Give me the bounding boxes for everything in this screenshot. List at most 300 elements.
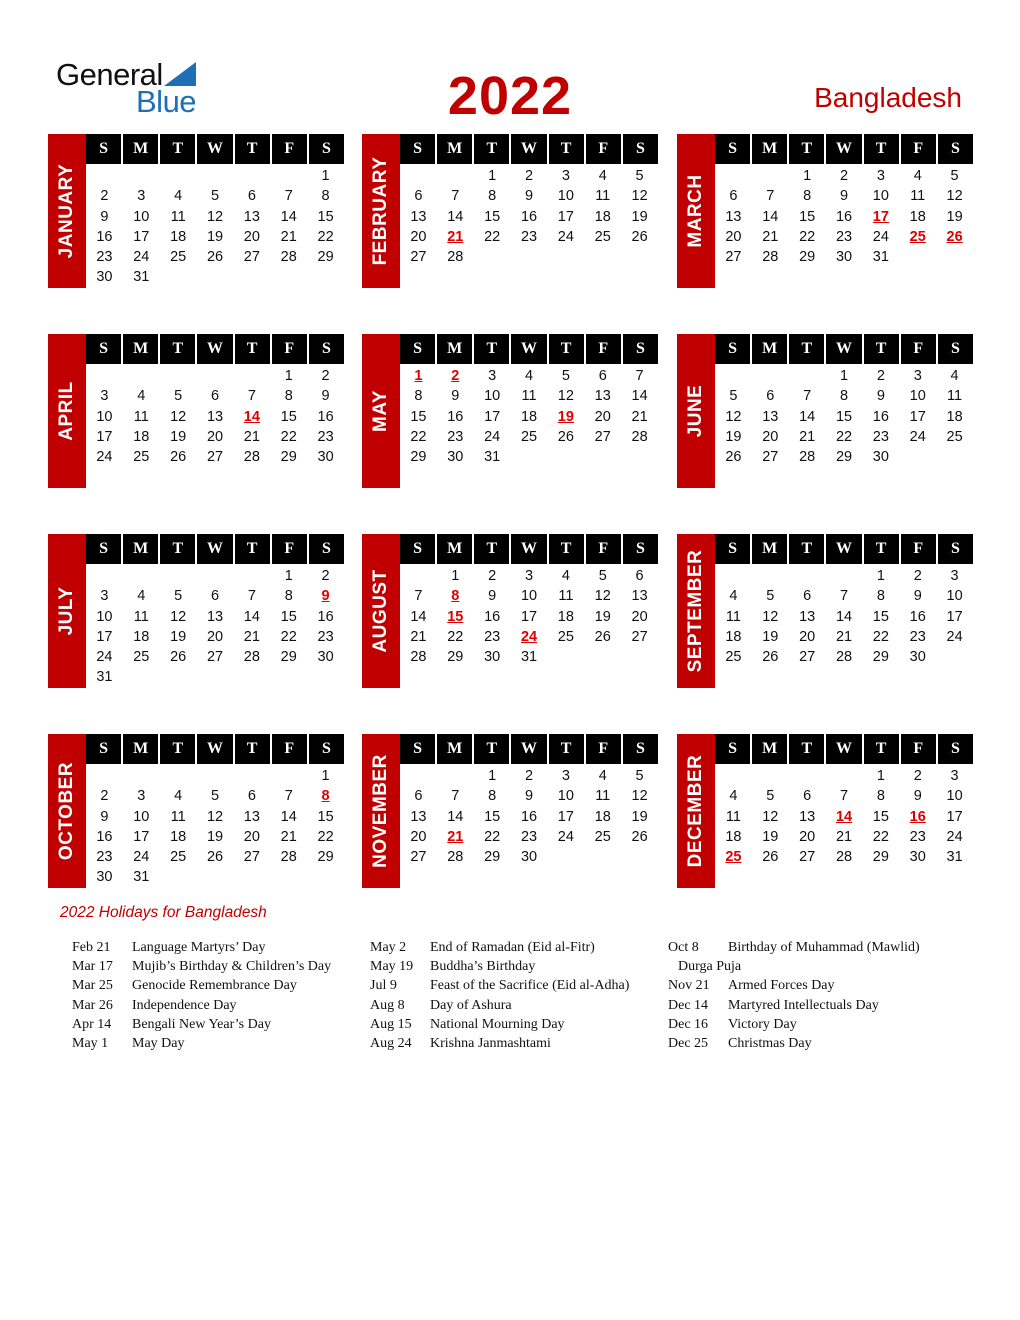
empty-day-cell [123, 366, 160, 386]
empty-day-cell [826, 766, 863, 786]
week-row [715, 186, 973, 206]
weekday-label: S [307, 134, 344, 164]
holiday-date: May 1 [72, 1035, 109, 1051]
week-row [86, 247, 344, 267]
day-cell: 17 [946, 808, 963, 825]
day-cell: 24 [557, 228, 574, 245]
day-cell: 19 [206, 828, 224, 845]
day-cell: 28 [447, 249, 464, 266]
day-cell: 9 [876, 388, 885, 405]
day-cell: 31 [96, 669, 113, 686]
day-cell: 28 [799, 449, 816, 466]
empty-day-cell [621, 247, 658, 267]
weekday-label: T [158, 134, 195, 164]
empty-day-cell [584, 847, 621, 867]
day-cell: 4 [598, 768, 607, 784]
day-cell: 23 [872, 428, 889, 445]
day-cell: 19 [631, 208, 648, 225]
month-july [48, 534, 344, 688]
weekday-header [715, 534, 973, 564]
empty-day-cell [233, 166, 270, 186]
day-cell: 4 [729, 588, 738, 605]
day-cell: 29 [835, 449, 853, 466]
month-december [677, 734, 973, 888]
day-cell: 13 [206, 608, 224, 625]
holiday-date: Oct 8 [668, 940, 699, 955]
day-cell: 2 [488, 568, 497, 584]
month-band [48, 334, 86, 488]
week-row [715, 447, 973, 467]
day-cell: 14 [280, 208, 297, 225]
day-cell: 18 [520, 408, 538, 425]
logo-triangle-icon [164, 62, 196, 86]
weekday-label: F [270, 534, 307, 564]
weekday-label: W [509, 334, 546, 364]
day-cell: 30 [317, 649, 334, 666]
day-cell: 16 [835, 208, 853, 225]
day-cell: 1 [876, 768, 885, 784]
day-cell: 26 [557, 428, 574, 445]
week-row [715, 766, 973, 786]
week-row [400, 566, 658, 586]
week-row [86, 427, 344, 447]
day-cell: 1 [284, 568, 293, 584]
holiday-item [72, 1034, 331, 1053]
day-cell: 12 [170, 608, 187, 625]
week-row [400, 766, 658, 786]
day-cell: 1 [839, 368, 849, 384]
day-cell: 21 [243, 428, 260, 445]
holiday-day-cell: 8 [321, 788, 330, 805]
weekday-label: M [121, 534, 158, 564]
month-day-grid [86, 734, 344, 888]
day-cell: 2 [913, 568, 922, 584]
day-cell: 25 [594, 828, 611, 845]
day-cell: 19 [725, 428, 742, 445]
holiday-date: Dec 16 [668, 1016, 709, 1032]
day-cell: 2 [839, 168, 849, 184]
month-band [362, 134, 400, 288]
empty-day-cell [621, 847, 658, 867]
weekday-label: T [233, 134, 270, 164]
week-row [86, 407, 344, 427]
day-cell: 18 [170, 828, 187, 845]
day-cell: 29 [872, 849, 889, 866]
week-row [400, 586, 658, 606]
weekday-label: S [99, 540, 109, 557]
holiday-date: Dec 25 [668, 1035, 709, 1051]
day-cell: 5 [635, 168, 644, 184]
day-cell: 16 [484, 608, 501, 625]
day-cell: 26 [725, 449, 742, 466]
day-cell: 19 [762, 828, 779, 845]
holiday-day-cell: 25 [725, 849, 742, 866]
day-cell: 2 [876, 368, 885, 384]
empty-day-cell [474, 247, 511, 267]
day-cell: 9 [321, 388, 330, 405]
day-cell: 29 [484, 849, 501, 866]
holiday-day-cell: 15 [447, 608, 464, 625]
day-cell: 9 [839, 188, 849, 205]
empty-day-cell [197, 166, 234, 186]
day-cell: 13 [799, 608, 816, 625]
holiday-name: Genocide Remembrance Day [132, 978, 297, 994]
day-cell: 20 [799, 628, 816, 645]
empty-day-cell [789, 366, 826, 386]
day-cell: 8 [414, 388, 423, 405]
month-day-grid [400, 534, 658, 667]
holiday-name: Armed Forces Day [728, 978, 835, 994]
weekday-label: T [158, 734, 195, 764]
holiday-date: Aug 24 [370, 1035, 412, 1051]
day-cell: 27 [243, 849, 260, 866]
week-row [715, 407, 973, 427]
day-cell: 16 [520, 808, 538, 825]
day-cell: 6 [414, 788, 423, 805]
weekday-label: T [233, 734, 270, 764]
month-label: NOVEMBER [370, 754, 391, 868]
holiday-date: May 19 [370, 959, 414, 975]
month-band [362, 334, 400, 488]
day-cell: 26 [170, 649, 187, 666]
empty-day-cell [160, 166, 197, 186]
day-cell: 6 [803, 788, 812, 805]
month-april [48, 334, 344, 488]
holiday-day-cell: 1 [414, 368, 423, 384]
weekday-label: S [936, 134, 973, 164]
empty-day-cell [233, 366, 270, 386]
day-cell: 25 [170, 849, 187, 866]
day-cell: 19 [631, 808, 648, 825]
day-cell: 10 [946, 588, 963, 605]
month-day-grid [715, 134, 973, 267]
day-cell: 16 [520, 208, 538, 225]
week-row [715, 786, 973, 806]
day-cell: 15 [317, 808, 334, 825]
holiday-date: Aug 8 [370, 997, 405, 1013]
day-cell: 7 [414, 588, 423, 605]
holiday-name: Feast of the Sacrifice (Eid al-Adha) [430, 978, 630, 994]
day-cell: 24 [133, 249, 150, 266]
weekday-label: F [899, 734, 936, 764]
day-cell: 11 [910, 188, 926, 205]
month-label: JANUARY [56, 163, 77, 259]
month-band [362, 534, 400, 688]
week-row [400, 366, 658, 386]
week-row [400, 607, 658, 627]
day-cell: 21 [243, 628, 260, 645]
empty-day-cell [715, 566, 752, 586]
day-cell: 6 [766, 388, 775, 405]
day-cell: 30 [835, 249, 853, 266]
empty-day-cell [160, 867, 197, 887]
day-cell: 13 [799, 808, 816, 825]
week-row [400, 847, 658, 867]
day-cell: 15 [872, 808, 889, 825]
month-band [677, 334, 715, 488]
weekday-label: T [862, 334, 899, 364]
empty-day-cell [270, 867, 307, 887]
day-cell: 28 [410, 649, 427, 666]
weekday-header [715, 734, 973, 764]
holiday-column [72, 938, 331, 1053]
week-row [86, 386, 344, 406]
day-cell: 15 [484, 808, 501, 825]
weekday-label: T [862, 734, 899, 764]
month-label: APRIL [56, 381, 77, 441]
day-cell: 29 [872, 649, 889, 666]
weekday-label: S [621, 534, 658, 564]
holiday-day-cell: 21 [447, 228, 464, 245]
day-cell: 31 [872, 249, 889, 266]
day-cell: 10 [96, 408, 113, 425]
holiday-item [72, 996, 331, 1015]
day-cell: 7 [284, 788, 293, 805]
weekday-label: T [472, 134, 509, 164]
day-cell: 23 [317, 428, 334, 445]
day-cell: 5 [635, 768, 644, 784]
day-cell: 7 [803, 388, 812, 405]
weekday-label: S [728, 740, 738, 757]
empty-day-cell [400, 766, 437, 786]
day-cell: 29 [317, 849, 334, 866]
holiday-name: Independence Day [132, 997, 237, 1013]
holiday-item [370, 1015, 629, 1034]
day-cell: 5 [210, 188, 220, 205]
empty-day-cell [123, 566, 160, 586]
month-label: DECEMBER [685, 754, 706, 868]
day-cell: 30 [520, 849, 538, 866]
day-cell: 10 [133, 208, 150, 225]
week-row [715, 427, 973, 447]
day-cell: 17 [520, 608, 538, 625]
weekday-label: T [233, 534, 270, 564]
day-cell: 2 [321, 368, 330, 384]
week-row [400, 627, 658, 647]
weekday-label: S [936, 334, 973, 364]
day-cell: 27 [206, 449, 224, 466]
weekday-label: S [413, 140, 423, 157]
empty-day-cell [752, 366, 789, 386]
weekday-label: T [547, 734, 584, 764]
day-cell: 17 [133, 828, 150, 845]
day-cell: 28 [243, 449, 260, 466]
day-cell: 24 [909, 428, 926, 445]
empty-day-cell [233, 766, 270, 786]
day-cell: 28 [835, 649, 853, 666]
month-day-grid [715, 534, 973, 667]
weekday-label: S [728, 540, 738, 557]
empty-day-cell [197, 366, 234, 386]
day-cell: 23 [520, 828, 538, 845]
day-cell: 31 [484, 449, 501, 466]
week-row [86, 807, 344, 827]
day-cell: 8 [488, 788, 497, 805]
day-cell: 3 [876, 168, 885, 184]
empty-day-cell [584, 647, 621, 667]
weekday-label: S [99, 340, 109, 357]
day-cell: 3 [137, 788, 146, 805]
day-cell: 3 [100, 388, 109, 405]
weekday-label: M [750, 334, 787, 364]
empty-day-cell [160, 566, 197, 586]
day-cell: 20 [762, 428, 779, 445]
day-cell: 13 [594, 388, 611, 405]
week-row [715, 366, 973, 386]
day-cell: 11 [133, 408, 149, 425]
day-cell: 3 [561, 168, 570, 184]
day-cell: 28 [762, 249, 779, 266]
week-row [715, 647, 973, 667]
week-row [86, 667, 344, 687]
day-cell: 5 [950, 168, 959, 184]
week-row [400, 807, 658, 827]
week-row [86, 166, 344, 186]
week-row [715, 627, 973, 647]
month-november [362, 734, 658, 888]
empty-day-cell [584, 247, 621, 267]
day-cell: 27 [631, 628, 648, 645]
day-cell: 7 [635, 368, 644, 384]
day-cell: 15 [872, 608, 889, 625]
empty-day-cell [197, 867, 234, 887]
empty-day-cell [752, 166, 789, 186]
empty-day-cell [123, 766, 160, 786]
weekday-label: S [621, 334, 658, 364]
weekday-label: F [270, 134, 307, 164]
day-cell: 4 [137, 588, 146, 605]
day-cell: 16 [96, 828, 113, 845]
day-cell: 12 [206, 208, 224, 225]
week-row [86, 227, 344, 247]
holiday-column [370, 938, 629, 1053]
holiday-date: Mar 17 [72, 959, 113, 975]
day-cell: 24 [946, 828, 963, 845]
week-row [86, 627, 344, 647]
month-band [362, 734, 400, 888]
day-cell: 19 [170, 428, 187, 445]
empty-day-cell [437, 766, 474, 786]
empty-day-cell [197, 566, 234, 586]
day-cell: 25 [133, 449, 150, 466]
weekday-header [86, 334, 344, 364]
holiday-item [370, 1034, 629, 1053]
day-cell: 26 [594, 628, 611, 645]
day-cell: 28 [243, 649, 260, 666]
weekday-label: T [233, 334, 270, 364]
weekday-label: T [472, 734, 509, 764]
day-cell: 7 [451, 188, 460, 205]
holiday-name: Bengali New Year’s Day [132, 1016, 271, 1032]
empty-day-cell [197, 766, 234, 786]
day-cell: 2 [524, 768, 534, 784]
empty-day-cell [547, 847, 584, 867]
day-cell: 10 [557, 788, 574, 805]
week-row [715, 847, 973, 867]
day-cell: 17 [133, 228, 150, 245]
weekday-label: S [621, 734, 658, 764]
day-cell: 8 [284, 388, 293, 405]
weekday-label: M [750, 134, 787, 164]
empty-day-cell [160, 667, 197, 687]
holiday-name: Birthday of Muhammad (Mawlid) [728, 940, 920, 955]
day-cell: 22 [484, 228, 501, 245]
day-cell: 23 [317, 628, 334, 645]
day-cell: 11 [725, 608, 741, 625]
day-cell: 17 [557, 208, 574, 225]
day-cell: 25 [946, 428, 963, 445]
holiday-day-cell: 24 [520, 628, 538, 645]
weekday-label: W [195, 734, 232, 764]
day-cell: 14 [631, 388, 648, 405]
day-cell: 14 [410, 608, 427, 625]
holiday-day-cell: 8 [451, 588, 460, 605]
day-cell: 23 [96, 249, 113, 266]
weekday-label: F [584, 334, 621, 364]
day-cell: 30 [872, 449, 889, 466]
day-cell: 22 [799, 228, 816, 245]
week-row [400, 447, 658, 467]
month-label: JUNE [685, 384, 706, 438]
weekday-header [400, 334, 658, 364]
week-row [86, 586, 344, 606]
day-cell: 21 [835, 628, 853, 645]
empty-day-cell [789, 566, 826, 586]
month-band [48, 534, 86, 688]
day-cell: 3 [950, 768, 959, 784]
day-cell: 4 [561, 568, 570, 584]
day-cell: 3 [950, 568, 959, 584]
empty-day-cell [233, 867, 270, 887]
holiday-item [668, 976, 920, 995]
week-row [400, 207, 658, 227]
day-cell: 4 [174, 188, 183, 205]
weekday-label: S [728, 340, 738, 357]
day-cell: 14 [280, 808, 297, 825]
week-row [715, 827, 973, 847]
weekday-label: S [99, 740, 109, 757]
weekday-header [715, 334, 973, 364]
logo-blue-text: Blue [136, 84, 197, 119]
day-cell: 26 [206, 849, 224, 866]
day-cell: 5 [174, 388, 183, 405]
week-row [400, 247, 658, 267]
day-cell: 15 [799, 208, 816, 225]
day-cell: 24 [96, 449, 113, 466]
day-cell: 12 [557, 388, 574, 405]
day-cell: 16 [317, 408, 334, 425]
holiday-day-cell: 25 [909, 228, 926, 245]
holiday-column [668, 938, 920, 1053]
day-cell: 6 [414, 188, 423, 205]
day-cell: 31 [946, 849, 963, 866]
day-cell: 8 [488, 188, 497, 205]
weekday-header [86, 734, 344, 764]
day-cell: 7 [766, 188, 775, 205]
empty-day-cell [511, 247, 548, 267]
weekday-label: F [270, 734, 307, 764]
holiday-item [668, 1034, 920, 1053]
week-row [715, 227, 973, 247]
day-cell: 18 [557, 608, 574, 625]
empty-day-cell [621, 447, 658, 467]
weekday-label: M [435, 734, 472, 764]
day-cell: 20 [799, 828, 816, 845]
holiday-item [72, 1015, 331, 1034]
day-cell: 27 [206, 649, 224, 666]
empty-day-cell [86, 766, 123, 786]
weekday-label: F [584, 134, 621, 164]
